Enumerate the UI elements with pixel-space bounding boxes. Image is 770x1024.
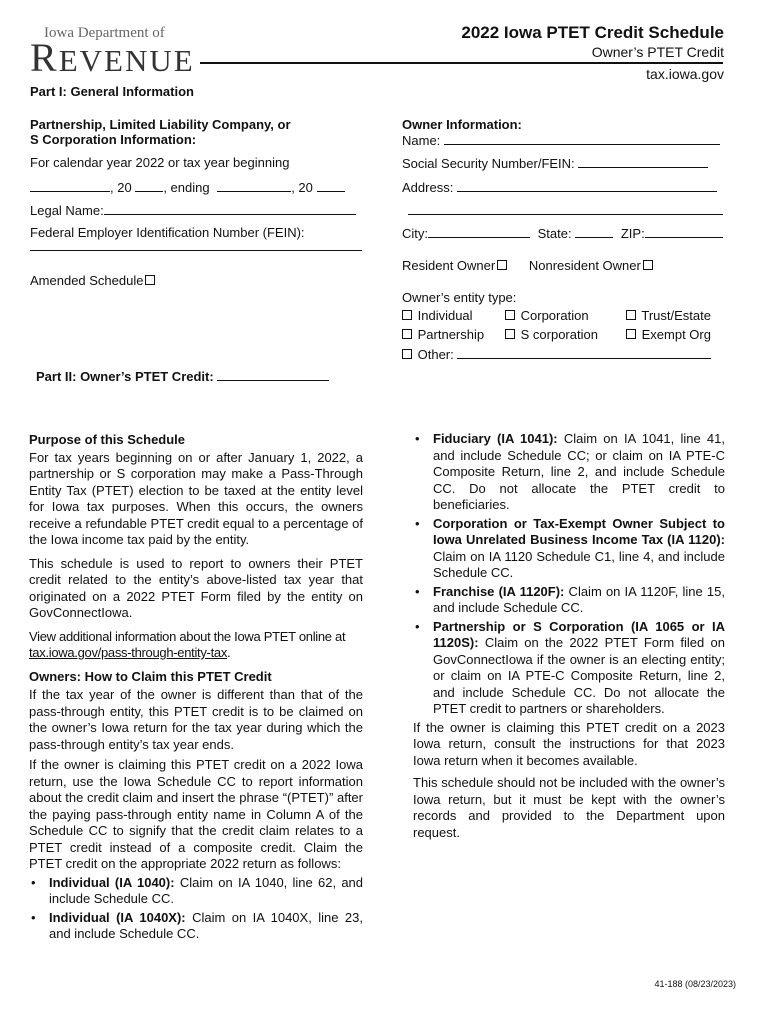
other-label: Other:: [417, 347, 454, 362]
owners-paragraph-1: If the tax year of the owner is different than that of the pass-through entity, this PTET credit is to be claimed on the owner’s Iowa return for the tax year during which the pass-through entity’s tax year ends.: [29, 687, 363, 752]
year-prefix-2: , 20: [291, 180, 313, 195]
bullet-ia1040x-text: Claim on IA 1040X, line 23, and include Schedule CC.: [49, 909, 363, 941]
owner-name-field[interactable]: [444, 132, 720, 145]
partnership-label: Partnership: [417, 327, 485, 342]
header-rule: [200, 62, 723, 64]
purpose-heading: Purpose of this Schedule: [29, 432, 186, 447]
ssn-field[interactable]: [578, 155, 708, 168]
bullet-ia1041-title: Fiduciary (IA 1041):: [433, 431, 558, 446]
form-title: 2022 Iowa PTET Credit Schedule: [461, 23, 724, 42]
bullet-ia1040x: [29, 910, 363, 943]
type-other: [400, 346, 711, 362]
ptet-credit-field[interactable]: [217, 368, 329, 381]
zip-field[interactable]: [645, 225, 723, 238]
end-year-field[interactable]: [317, 179, 345, 192]
part2-row: [36, 368, 329, 384]
website: tax.iowa.gov: [646, 66, 724, 82]
logo: [30, 34, 195, 81]
amended-label: Amended Schedule: [30, 273, 144, 288]
bullet-ia1120f: [413, 584, 725, 617]
city-label: City:: [402, 226, 428, 241]
bullet-ia1041: [413, 431, 725, 514]
zip-label: ZIP:: [620, 226, 645, 241]
partnership-checkbox[interactable]: [402, 329, 412, 339]
type-scorp: [503, 327, 598, 342]
exempt-checkbox[interactable]: [626, 329, 636, 339]
bullet-ia1041-text: Claim on IA 1041, line 41, and include Schedule CC; or claim on IA PTE-C Composite Return, line 2, and include Schedule CC. Do not allocate the PTET credit to beneficiaries.: [433, 431, 725, 512]
view-info-end: .: [227, 645, 231, 660]
form-subtitle: Owner’s PTET Credit: [591, 44, 724, 60]
type-individual: [400, 308, 473, 323]
instructions-right: [413, 431, 725, 841]
bullet-ia1065-title: Partnership or S Corporation (IA 1065 or IA 1120S):: [433, 618, 725, 650]
begin-date-field[interactable]: [30, 179, 110, 192]
resident-checkbox[interactable]: [497, 260, 507, 270]
begin-year-field[interactable]: [135, 179, 163, 192]
corporation-checkbox[interactable]: [505, 310, 515, 320]
state-field[interactable]: [575, 225, 613, 238]
state-label: State:: [537, 226, 572, 241]
owner-heading: Owner Information:: [402, 117, 522, 132]
entity-type-label: Owner’s entity type:: [402, 290, 517, 305]
entity-heading-line1: Partnership, Limited Liability Company, or: [30, 117, 291, 132]
owner-name-row: [402, 132, 720, 148]
nonresident-label: Nonresident Owner: [528, 258, 641, 273]
logo-small-text: Iowa Department of: [44, 25, 165, 41]
tax-year-row: [30, 179, 345, 195]
individual-checkbox[interactable]: [402, 310, 412, 320]
ending-label: , ending: [163, 180, 210, 195]
residency-row: [402, 258, 655, 273]
view-info-text: View additional information about the Iowa PTET online at: [29, 628, 346, 644]
address-line2-field[interactable]: [408, 214, 723, 215]
part2-heading: Part II: Owner’s PTET Credit:: [36, 369, 214, 384]
corporation-label: Corporation: [520, 308, 589, 323]
city-field[interactable]: [428, 225, 530, 238]
owners-heading: Owners: How to Claim this PTET Credit: [29, 668, 272, 684]
part1-heading: Part I: General Information: [30, 84, 194, 99]
individual-label: Individual: [417, 308, 473, 323]
trust-checkbox[interactable]: [626, 310, 636, 320]
address-label: Address:: [402, 180, 454, 195]
paragraph-keep-records: This schedule should not be included with the owner’s Iowa return, but it must be kept with the owner’s records and provided to the Department upon request.: [413, 775, 725, 840]
entity-heading: [30, 117, 291, 147]
legal-name-row: [30, 202, 356, 218]
bullet-ia1040x-title: Individual (IA 1040X):: [49, 909, 186, 925]
purpose-paragraph-1: For tax years beginning on or after January 1, 2022, a partnership or S corporation may make a Pass-Through Entity Tax (PTET) election to be taxed at the entity level for Iowa tax purposes. When this occurs, the owners receive a refundable PTET credit equal to a percentage of the Iowa income tax paid by the entity.: [29, 449, 363, 547]
form-id: 41-188 (08/23/2023): [654, 979, 736, 989]
fein-label: Federal Employer Identification Number (FEIN):: [30, 225, 305, 240]
bullet-ia1120f-text: Claim on IA 1120F, line 15, and include Schedule CC.: [433, 583, 725, 615]
end-date-field[interactable]: [217, 179, 291, 192]
resident-label: Resident Owner: [402, 258, 496, 273]
type-corporation: [503, 308, 589, 323]
bullet-ia1120: [413, 516, 725, 582]
ssn-row: [402, 155, 708, 171]
fein-field[interactable]: [30, 250, 362, 251]
purpose-paragraph-2: This schedule is used to report to owners their PTET credit related to the entity’s above-listed tax year that originated on a 2022 PTET Form filed by the entity on GovConnectIowa.: [29, 555, 363, 620]
legal-name-label: Legal Name:: [30, 203, 104, 218]
scorp-checkbox[interactable]: [505, 329, 515, 339]
owners-paragraph-2: If the owner is claiming this PTET credit on a 2022 Iowa return, use the Iowa Schedule CC to report information about the credit claim and insert the phrase “(PTET)” after the paying pass-through entity name in Column A of the Schedule CC to signify that the credit claim relates to a PTET credit instead of a composite credit. Claim the PTET credit on the appropriate 2022 return as follows:: [29, 757, 363, 871]
calendar-year-label: For calendar year 2022 or tax year beginning: [30, 155, 290, 170]
view-info: [29, 629, 363, 662]
bullet-ia1120-text: Claim on IA 1120 Schedule C1, line 4, and include Schedule CC.: [433, 548, 725, 580]
city-state-zip-row: [402, 225, 723, 241]
bullet-ia1120-title: Corporation or Tax-Exempt Owner Subject to Iowa Unrelated Business Income Tax (IA 1120):: [433, 515, 725, 547]
type-exempt: [624, 327, 711, 342]
trust-label: Trust/Estate: [641, 308, 711, 323]
bullet-ia1120f-title: Franchise (IA 1120F):: [433, 583, 565, 599]
ssn-label: Social Security Number/FEIN:: [402, 156, 575, 171]
nonresident-checkbox[interactable]: [643, 260, 653, 270]
amended-row: [30, 273, 157, 288]
type-partnership: [400, 327, 484, 342]
bullet-ia1065-text: Claim on the 2022 PTET Form filed on GovConnectIowa if the owner is an electing entity; or claim on IA PTE-C Composite Return, line 2, and include Schedule CC. Do not allocate the PTET credit to partners or shareholders.: [433, 635, 725, 716]
owner-name-label: Name:: [402, 133, 441, 148]
logo-first-letter: R: [30, 35, 59, 80]
bullet-ia1065: [413, 619, 725, 718]
exempt-label: Exempt Org: [641, 327, 711, 342]
instructions-left: [29, 432, 363, 943]
entity-heading-line2: S Corporation Information:: [30, 132, 197, 147]
logo-rest: EVENUE: [58, 43, 195, 78]
scorp-label: S corporation: [520, 327, 598, 342]
year-prefix-1: , 20: [110, 180, 132, 195]
type-trust: [624, 308, 711, 323]
ptet-info-link[interactable]: tax.iowa.gov/pass-through-entity-tax: [29, 645, 228, 660]
bullet-ia1040-title: Individual (IA 1040):: [49, 874, 175, 890]
amended-checkbox[interactable]: [145, 275, 155, 285]
paragraph-2023: If the owner is claiming this PTET credit on a 2023 Iowa return, consult the instructions for that 2023 Iowa return when it becomes available.: [413, 719, 725, 768]
bullet-ia1040-text: Claim on IA 1040, line 62, and include Schedule CC.: [49, 874, 364, 906]
other-checkbox[interactable]: [402, 349, 412, 359]
legal-name-field[interactable]: [104, 202, 356, 215]
other-field[interactable]: [457, 346, 711, 359]
address-field[interactable]: [457, 179, 717, 192]
address-row: [402, 179, 717, 195]
bullet-ia1040: [29, 875, 363, 908]
